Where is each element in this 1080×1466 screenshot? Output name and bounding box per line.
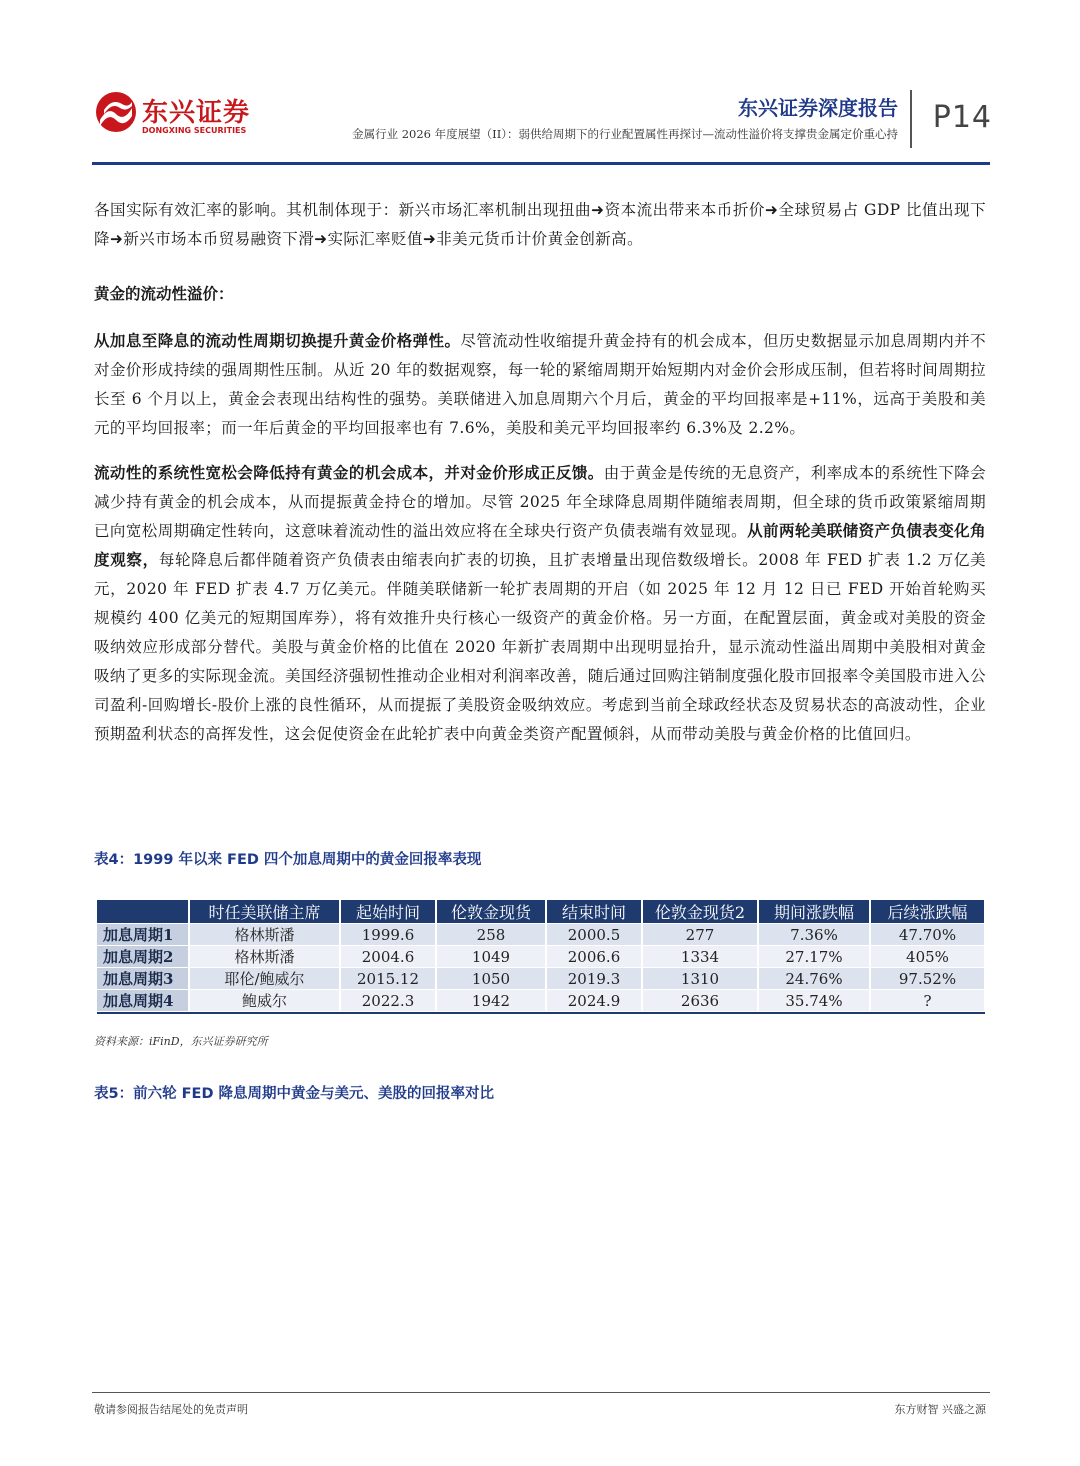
table4-header-cell: 时任美联储主席 — [189, 900, 340, 924]
table-cell: 格林斯潘 — [189, 946, 340, 968]
paragraph-2-body: 每轮降息后都伴随着资产负债表由缩表向扩表的切换，且扩表增量出现倍数级增长。2008 年 FED 扩表 1.2 万亿美元，2020 年 FED 扩表 4.7 万亿美元。伴随美联储新一轮扩表周期的开启（如 2025 年 12 月 12 日已 FED 开始首轮购买规模约 400 亿美元的短期国库券），将有效推升央行核心一级资产的黄金价格。另一方面，在配置层面，黄金或对美股的资金吸纳效应形成部分替代。美股与黄金价格的比值在 2020 年新扩表周期中出现明显抬升，显示流动性溢出周期中美股相对黄金吸纳了更多的实际现金流。美国经济强韧性推动企业相对利润率改善，随后通过回购注销制度强化股市回报率令美国股市进入公司盈利-回购增长-股价上涨的良性循环，从而提振了美股资金吸纳效应。考虑到当前全球政经状态及贸易状态的高波动性，企业预期盈利状态的高挥发性，这会促使资金在此轮扩表中向黄金类资产配置倾斜，从而带动美股与黄金价格的比值回归。 — [94, 551, 986, 743]
table4-header-cell: 结束时间 — [546, 900, 642, 924]
table4-header-cell: 期间涨跌幅 — [758, 900, 870, 924]
table-cell: 1999.6 — [340, 924, 436, 946]
table-row-label: 加息周期3 — [97, 968, 189, 990]
table-cell: 2636 — [642, 990, 758, 1012]
table-cell: 2024.9 — [546, 990, 642, 1012]
table4-header-cell: 伦敦金现货 — [436, 900, 546, 924]
report-brand-title: 东兴证券深度报告 — [738, 96, 898, 120]
report-subtitle: 金属行业 2026 年度展望（II）：弱供给周期下的行业配置属性再探讨—流动性溢价将支撑贵金属定价重心持 — [352, 127, 898, 141]
table4-header-cell: 后续涨跌幅 — [870, 900, 985, 924]
paragraph-1 — [94, 327, 986, 443]
table-cell: 1310 — [642, 968, 758, 990]
intro-paragraph: 各国实际有效汇率的影响。其机制体现于：新兴市场汇率机制出现扭曲➜资本流出带来本币折价➜全球贸易占 GDP 比值出现下降➜新兴市场本币贸易融资下滑➜实际汇率贬值➜非美元货币计价黄金创新高。 — [94, 201, 986, 248]
table-cell: 2015.12 — [340, 968, 436, 990]
page-header — [92, 88, 992, 166]
table4-header-cell: 伦敦金现货2 — [642, 900, 758, 924]
table4 — [97, 900, 986, 1011]
header-rule — [92, 162, 990, 165]
table-cell: 鲍威尔 — [189, 990, 340, 1012]
table-cell: 2000.5 — [546, 924, 642, 946]
company-logo — [92, 88, 262, 144]
table-cell: 2006.6 — [546, 946, 642, 968]
table-cell: 405% — [870, 946, 985, 968]
table-cell: 1334 — [642, 946, 758, 968]
footer-slogan: 东方财智 兴盛之源 — [894, 1403, 986, 1416]
footer-rule — [92, 1392, 990, 1393]
logo-chinese-name: 东兴证券 — [142, 98, 251, 128]
paragraph-1-lead: 从加息至降息的流动性周期切换提升黄金价格弹性。 — [94, 332, 461, 350]
table-row — [97, 968, 985, 990]
table-cell: ? — [870, 990, 985, 1012]
table-cell: 277 — [642, 924, 758, 946]
page-number: P14 — [932, 100, 992, 135]
dongxing-logo-icon — [94, 90, 138, 134]
table-cell: 2022.3 — [340, 990, 436, 1012]
table4-bottom-rule — [97, 1012, 985, 1014]
table-row-label: 加息周期2 — [97, 946, 189, 968]
section-heading: 黄金的流动性溢价： — [94, 285, 234, 303]
table-row — [97, 990, 985, 1012]
table4-title: 表4：1999 年以来 FED 四个加息周期中的黄金回报率表现 — [94, 852, 482, 868]
header-divider — [910, 90, 912, 148]
table4-header-cell: 起始时间 — [340, 900, 436, 924]
paragraph-2-middle: 由于黄金是传统的无息资产，利率成本的系统性下降会减少持有黄金的机会成本，从而提振黄金持仓的增加。尽管 2025 年全球降息周期伴随缩表周期，但全球的货币政策紧缩周期已向宽松周期确定性转向，这意味着流动性的溢出效应将在全球央行资产负债表端有效显现。 — [94, 464, 986, 540]
table-cell: 97.52% — [870, 968, 985, 990]
body-section — [94, 196, 986, 749]
table-cell: 格林斯潘 — [189, 924, 340, 946]
table5-title: 表5：前六轮 FED 降息周期中黄金与美元、美股的回报率对比 — [94, 1086, 495, 1102]
table4-header-row — [97, 900, 985, 924]
table4-header-cell — [97, 900, 189, 924]
paragraph-2-lead: 流动性的系统性宽松会降低持有黄金的机会成本，并对金价形成正反馈。 — [94, 464, 604, 482]
paragraph-2 — [94, 459, 986, 749]
table-row-label: 加息周期1 — [97, 924, 189, 946]
table-cell: 35.74% — [758, 990, 870, 1012]
table-cell: 耶伦/鲍威尔 — [189, 968, 340, 990]
table-cell: 2004.6 — [340, 946, 436, 968]
table-cell: 2019.3 — [546, 968, 642, 990]
table-cell: 47.70% — [870, 924, 985, 946]
table-cell: 1942 — [436, 990, 546, 1012]
table-row — [97, 924, 985, 946]
table-row — [97, 946, 985, 968]
paragraph-2-lead-2: 从前两轮美联储资产负债表变化角度观察， — [94, 522, 986, 569]
paragraph-1-body: 尽管流动性收缩提升黄金持有的机会成本，但历史数据显示加息周期内并不对金价形成持续的强周期性压制。从近 20 年的数据观察，每一轮的紧缩周期开始短期内对金价会形成压制，但若将时间周期拉长至 6 个月以上，黄金会表现出结构性的强势。美联储进入加息周期六个月后，黄金的平均回报率是+11%，远高于美股和美元的平均回报率；而一年后黄金的平均回报率也有 7.6%，美股和美元平均回报率约 6.3%及 2.2%。 — [94, 332, 987, 437]
table-row-label: 加息周期4 — [97, 990, 189, 1012]
table-cell: 258 — [436, 924, 546, 946]
table-cell: 27.17% — [758, 946, 870, 968]
table-cell: 24.76% — [758, 968, 870, 990]
logo-english-name: DONGXING SECURITIES — [142, 126, 247, 135]
table-cell: 1049 — [436, 946, 546, 968]
table4-source: 资料来源：iFinD，东兴证券研究所 — [94, 1035, 268, 1048]
footer-disclaimer: 敬请参阅报告结尾处的免责声明 — [94, 1403, 248, 1416]
table-cell: 1050 — [436, 968, 546, 990]
table-cell: 7.36% — [758, 924, 870, 946]
